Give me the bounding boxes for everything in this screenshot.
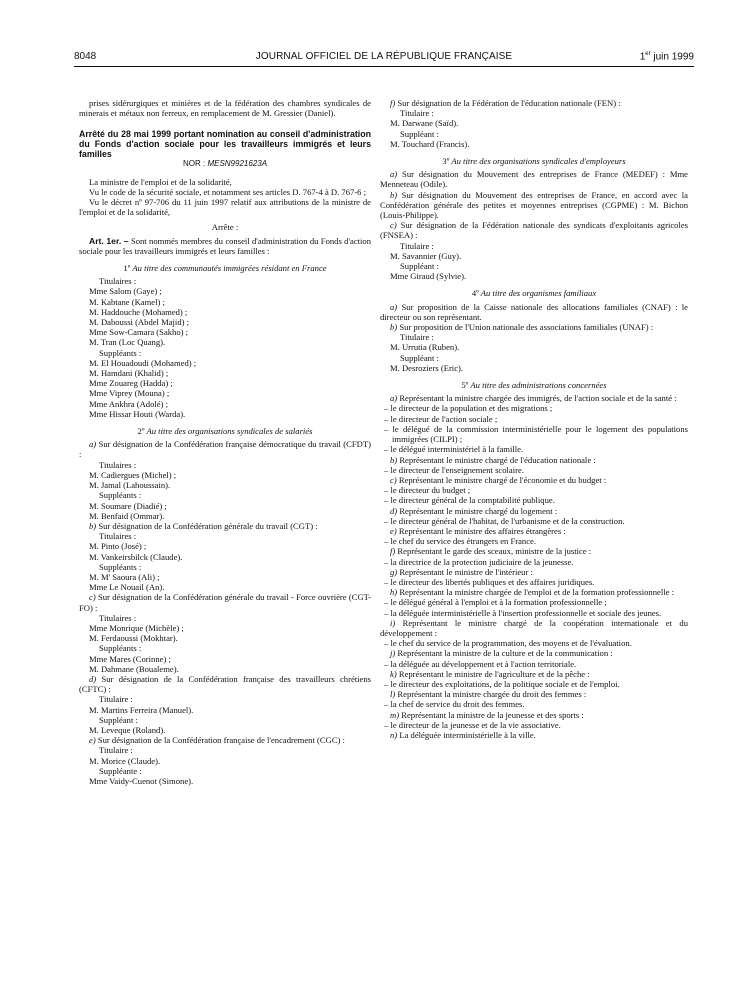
journal-title: JOURNAL OFFICIEL DE LA RÉPUBLIQUE FRANÇAISE	[255, 51, 513, 62]
cgc-designation: e) Sur désignation de la Confédération française de l'encadrement (CGC) :	[89, 735, 345, 746]
titulaire-label: Titulaire :	[400, 108, 434, 119]
list-item: M. Desroziers (Eric).	[390, 362, 464, 373]
administration-item: n) La déléguée interministérielle à la ville.	[390, 729, 536, 740]
administration-representative: – le délégué de la commission interministérielle pour le logement des populations immigrées (CILPI) ;	[384, 423, 688, 445]
suppleant-label: Suppléant :	[99, 714, 138, 725]
list-item: M. Darwane (Saïd).	[390, 118, 459, 129]
administration-representative: – le délégué interministériel à la famille.	[384, 444, 524, 455]
cnaf-proposition: a) Sur proposition de la Caisse nationale des allocations familiales (CNAF) : le directeur ou son représentant.	[380, 301, 688, 322]
suppleant-label: Suppléant :	[400, 261, 439, 272]
titulaires-label: Titulaires :	[99, 531, 137, 542]
administration-item: i) Représentant le ministre chargé de la coopération internationale et du développement :	[380, 617, 688, 638]
list-item: M. Ferdaoussi (Mokhtar).	[89, 633, 178, 644]
section-3-heading: 3º Au titre des organisations syndicales d'employeurs	[442, 156, 626, 167]
administration-item: b) Représentant le ministre chargé de l'éducation nationale :	[390, 454, 596, 465]
sec1-titulaires-list	[79, 286, 371, 347]
list-item: M. El Houadoudi (Mohamed) ;	[89, 357, 197, 368]
list-item: M. Touchard (Francis).	[390, 138, 470, 149]
list-item: Mme Sow-Camara (Sakho) ;	[89, 327, 189, 338]
cgt-fo-designation: c) Sur désignation de la Confédération générale du travail - Force ouvrière (CGT-FO) :	[79, 592, 371, 613]
list-item: Mme Hissar Houti (Warda).	[89, 408, 186, 419]
list-item: M. Hamdani (Khalid) ;	[89, 368, 169, 379]
list-item: M. Tran (Loc Quang).	[89, 337, 166, 348]
list-item: M. Urrutia (Ruben).	[390, 342, 460, 353]
administration-representative: – le directeur des libertés publiques et des affaires juridiques.	[384, 576, 595, 587]
list-item: Mme Monrique (Michèle) ;	[89, 622, 184, 633]
section-1-heading: 1º Au titre des communautés immigrées résidant en France	[123, 263, 327, 274]
section-4-heading: 4º Au titre des organismes familiaux	[471, 288, 597, 299]
list-item: Mme Mares (Corinne) ;	[89, 653, 171, 664]
list-item: M. Savannier (Guy).	[390, 250, 462, 261]
intro-vu-decret: Vu le décret nº 97-706 du 11 juin 1997 relatif aux attributions de la ministre de l'emploi et de la solidarité,	[79, 197, 371, 218]
cgpme-designation: b) Sur désignation du Mouvement des entreprises de France, en accord avec la Confédération générale des petites et moyennes entreprises (CGPME) : M. Bichon (Louis-Philippe).	[380, 189, 688, 221]
titulaires-label: Titulaires :	[99, 276, 137, 287]
right-column	[380, 98, 688, 740]
suppleants-label: Suppléants :	[99, 561, 142, 572]
administration-item: h) Représentant la ministre chargée de l'emploi et de la formation professionnelle :	[390, 587, 674, 598]
administration-representative: – le directeur de l'action sociale ;	[384, 413, 498, 424]
cfdt-designation: a) Sur désignation de la Confédération française démocratique du travail (CFDT) :	[79, 439, 371, 460]
list-item: M. Dahmane (Boualeme).	[89, 663, 179, 674]
titulaire-label: Titulaire :	[400, 240, 434, 251]
issue-date: 1er juin 1999	[639, 51, 694, 63]
titulaire-label: Titulaire :	[400, 332, 434, 343]
administration-item: f) Représentant le garde des sceaux, ministre de la justice :	[390, 546, 592, 557]
fen-designation: f) Sur désignation de la Fédération de l'éducation nationale (FEN) :	[390, 98, 621, 108]
medef-designation: a) Sur désignation du Mouvement des entreprises de France (MEDEF) : Mme Menneteau (Odile).	[380, 169, 688, 190]
administration-representative: – le directeur de la population et des migrations ;	[384, 403, 553, 414]
administration-item: k) Représentant le ministre de l'agriculture et de la pêche :	[390, 668, 590, 679]
arrete-word: Arrête :	[211, 222, 239, 233]
administrations-list	[380, 393, 688, 740]
titulaire-label: Titulaire :	[99, 694, 133, 705]
intro-vu-code: Vu le code de la sécurité sociale, et notamment ses articles D. 767-4 à D. 767-6 ;	[89, 186, 367, 197]
administration-item: c) Représentant le ministre chargé de l'économie et du budget :	[390, 474, 607, 485]
list-item: Mme Viprey (Mouna) ;	[89, 388, 170, 399]
administration-representative: – la chef de service du droit des femmes.	[384, 699, 525, 710]
administration-representative: – la directrice de la protection judiciaire de la jeunesse.	[384, 556, 574, 567]
section-2-heading: 2º Au titre des organisations syndicales de salariés	[137, 426, 313, 437]
list-item: M. Leveque (Roland).	[89, 724, 166, 735]
list-item: Mme Salom (Gaye) ;	[89, 286, 162, 297]
administration-item: m) Représentant la ministre de la jeunesse et des sports :	[390, 709, 584, 720]
arrete-title: Arrêté du 28 mai 1999 portant nomination au conseil d'administration du Fonds d'action sociale pour les travailleurs immigrés et leurs familles	[79, 129, 371, 160]
sec1-suppleants-list	[79, 358, 371, 419]
suppleants-label: Suppléants :	[99, 490, 142, 501]
list-item: Mme Zouareg (Hadda) ;	[89, 378, 173, 389]
administration-representative: – le chef du service des étrangers en France.	[384, 536, 536, 547]
carryover-paragraph: prises sidérurgiques et minières et de la fédération des chambres syndicales de minerais et métaux non ferreux, en remplacement de M. Gressier (Daniel).	[79, 98, 371, 119]
list-item: M. Haddouche (Mohamed) ;	[89, 306, 188, 317]
titulaires-label: Titulaires :	[99, 612, 137, 623]
article-1: Art. 1er. – Sont nommés membres du conseil d'administration du Fonds d'action sociale pour les travailleurs immigrés et leurs familles :	[79, 235, 371, 256]
list-item: Mme Giraud (Sylvie).	[390, 271, 467, 282]
list-item: M. Pinto (José) ;	[89, 541, 147, 552]
administration-item: j) Représentant la ministre de la culture et de la communication :	[390, 648, 613, 659]
list-item: M. Jamal (Lahoussain).	[89, 480, 171, 491]
administration-item: d) Représentant le ministre chargé du logement :	[390, 505, 558, 516]
administration-representative: – le directeur général de la comptabilité publique.	[384, 495, 555, 506]
list-item: Mme Ankhra (Adolé) ;	[89, 398, 168, 409]
administration-representative: – la déléguée interministérielle à l'insertion professionnelle et sociale des jeunes.	[384, 607, 662, 618]
list-item: M. Soumare (Diadié) ;	[89, 500, 167, 511]
administration-representative: – le délégué général à l'emploi et à la formation professionnelle ;	[384, 597, 607, 608]
list-item: M. Kabtane (Kamel) ;	[89, 296, 165, 307]
administration-representative: – le directeur des exploitations, de la politique sociale et de l'emploi.	[384, 678, 620, 689]
administration-representative: – la déléguée au développement et à l'action territoriale.	[384, 658, 577, 669]
suppleant-label: Suppléant :	[400, 352, 439, 363]
fnsea-designation: c) Sur désignation de la Fédération nationale des syndicats d'exploitants agricoles (FNSEA) :	[380, 220, 688, 241]
list-item: Mme Le Nouail (An).	[89, 582, 165, 593]
left-column	[79, 98, 371, 786]
list-item: M. Vankeirsbilck (Claude).	[89, 551, 183, 562]
list-item: M. Daboussi (Abdel Majid) ;	[89, 317, 190, 328]
cftc-designation: d) Sur désignation de la Confédération française des travailleurs chrétiens (CFTC) :	[79, 673, 371, 695]
list-item: M. M' Saoura (Ali) ;	[89, 571, 160, 582]
administration-representative: – le directeur de l'enseignement scolaire.	[384, 464, 524, 475]
titulaire-label: Titulaire :	[99, 745, 133, 756]
section-5-heading: 5º Au titre des administrations concernées	[461, 380, 607, 391]
cgt-designation: b) Sur désignation de la Confédération générale du travail (CGT) :	[89, 520, 318, 531]
list-item: Mme Vaidy-Cuenot (Simone).	[89, 775, 194, 786]
administration-representative: – le chef du service de la programmation, des moyens et de l'évaluation.	[384, 638, 632, 649]
nor-reference: NOR : MESN9921623A	[182, 159, 268, 169]
list-item: M. Cadiergues (Michel) ;	[89, 469, 177, 480]
administration-item: g) Représentant le ministre de l'intérieur :	[390, 566, 533, 577]
suppleant-label: Suppléant :	[400, 128, 439, 139]
administration-representative: – le directeur du budget ;	[384, 485, 471, 496]
intro-minister: La ministre de l'emploi et de la solidarité,	[89, 176, 232, 187]
list-item: M. Benfaid (Ommar).	[89, 510, 165, 521]
administration-item: a) Représentant la ministre chargée des immigrés, de l'action sociale et de la santé :	[390, 393, 677, 404]
administration-representative: – le directeur général de l'habitat, de l'urbanisme et de la construction.	[384, 515, 625, 526]
administration-item: l) Représentant la ministre chargée du droit des femmes :	[390, 689, 587, 700]
page-header	[74, 51, 694, 65]
list-item: M. Morice (Claude).	[89, 755, 161, 766]
suppleants-label: Suppléants :	[99, 347, 142, 358]
suppleants-label: Suppléants :	[99, 643, 142, 654]
unaf-proposition: b) Sur proposition de l'Union nationale des associations familiales (UNAF) :	[390, 322, 654, 333]
list-item: M. Martins Ferreira (Manuel).	[89, 704, 194, 715]
header-rule	[74, 66, 694, 67]
administration-item: e) Représentant le ministre des affaires étrangères :	[390, 525, 566, 536]
page-number: 8048	[74, 51, 97, 62]
suppleante-label: Suppléante :	[99, 765, 142, 776]
titulaires-label: Titulaires :	[99, 459, 137, 470]
administration-representative: – le directeur de la jeunesse et de la vie associative.	[384, 719, 561, 730]
